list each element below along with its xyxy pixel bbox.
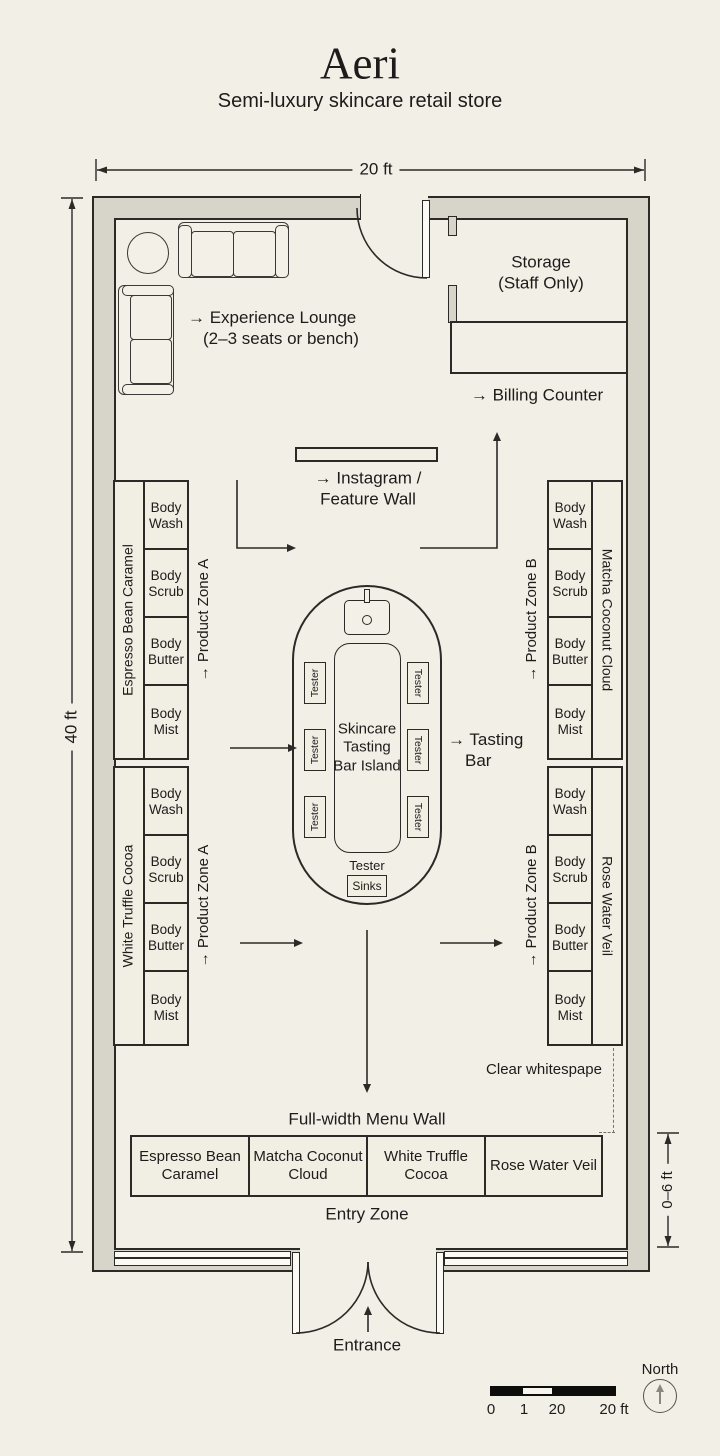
shelf-cell	[547, 834, 593, 906]
tester-label: Tester	[412, 802, 424, 832]
dimension-arrowhead	[634, 167, 644, 174]
sink-drain-icon	[362, 615, 372, 625]
shelf-cell-label: Body Scrub	[148, 568, 184, 599]
menu-wall-cell	[366, 1135, 486, 1197]
shelf-cell	[143, 834, 189, 906]
dimension-ticks-left	[61, 198, 83, 1252]
zone-a-label: → Product Zone A	[194, 558, 212, 682]
shelf-cell-label: Body Scrub	[148, 854, 184, 885]
entry-zone-label: Entry Zone	[325, 1204, 409, 1224]
entrance-door-leaf-left	[292, 1252, 300, 1334]
shelf-scent-column	[591, 766, 623, 1046]
shelf-cell	[143, 766, 189, 838]
shelf-cell-label: Body Butter	[147, 636, 185, 667]
tester-box	[304, 662, 326, 704]
menu-wall-cell	[248, 1135, 368, 1197]
shelf-cell	[547, 902, 593, 974]
window-glazing-line	[115, 1257, 290, 1259]
north-label: North	[641, 1360, 679, 1378]
scale-tick-20ft: 20 ft	[599, 1400, 629, 1418]
dimension-arrowhead	[69, 1241, 76, 1251]
tester-label: Tester	[309, 668, 321, 698]
sink-tap-icon	[364, 589, 370, 603]
shelf-cell-label: Body Butter	[147, 922, 185, 953]
storage-wall-stub-top	[448, 216, 457, 236]
shelf-cell-label: Body Wash	[148, 786, 183, 817]
tester-box	[304, 796, 326, 838]
shelf-cell	[143, 480, 189, 552]
dimension-label-width: 20 ft	[352, 159, 399, 182]
storage-label-line2: (Staff Only)	[498, 273, 584, 292]
scale-bar	[490, 1386, 616, 1396]
scent-label-matcha: Matcha Coconut Cloud	[599, 548, 616, 692]
lounge-label-line2: (2–3 seats or bench)	[203, 328, 359, 348]
tester-label: Tester	[309, 735, 321, 765]
shelf-cell-label: Body Wash	[552, 786, 587, 817]
shelf-scent-column	[113, 480, 145, 760]
island-tester-caption: Tester	[349, 858, 385, 874]
tester-box	[304, 729, 326, 771]
feature-wall-line1: → Instagram /	[314, 468, 422, 488]
shelf-cell	[143, 970, 189, 1046]
scale-tick-0: 0	[486, 1400, 496, 1418]
menu-wall-cell	[484, 1135, 603, 1197]
entrance-opening	[300, 1248, 436, 1276]
shelf-scent-column	[591, 480, 623, 760]
scale-bar-segment	[522, 1387, 553, 1395]
shelf-cell	[547, 616, 593, 688]
sofa-cushion	[233, 231, 276, 277]
entrance-door-leaf-right	[436, 1252, 444, 1334]
north-compass	[643, 1379, 677, 1413]
top-door-opening	[360, 194, 428, 220]
sofa-cushion	[130, 339, 172, 384]
shelf-scent-column	[113, 766, 145, 1046]
menu-wall-title: Full-width Menu Wall	[288, 1109, 446, 1129]
scent-label-espresso: Espresso Bean Caramel	[119, 544, 136, 696]
shelf-cell-label: Body Wash	[552, 500, 587, 531]
shelf-cell	[547, 970, 593, 1046]
lounge-label-line1: → Experience Lounge	[188, 308, 357, 327]
sinks-box	[347, 875, 387, 897]
billing-counter-label: → Billing Counter	[470, 385, 604, 405]
shelf-cell-label: Body Mist	[554, 706, 586, 737]
shelf-cell-label: Body Scrub	[552, 568, 588, 599]
dimension-label-entry: 0–6 ft	[658, 1164, 678, 1216]
dimension-label-height: 40 ft	[61, 703, 84, 750]
dimension-arrowhead	[665, 1134, 672, 1144]
tester-box	[407, 662, 429, 704]
zone-b-label: → Product Zone B	[522, 844, 540, 968]
storage-door-leaf	[422, 200, 430, 278]
menu-cell-label: Matcha Coconut Cloud	[253, 1148, 363, 1183]
tasting-bar-line2: Bar	[465, 750, 492, 770]
dimension-arrowhead	[97, 167, 107, 174]
scent-label-rose: Rose Water Veil	[599, 856, 616, 956]
arrowhead	[364, 1306, 372, 1315]
shelf-cell	[547, 684, 593, 760]
tester-label: Tester	[309, 802, 321, 832]
dimension-arrowhead	[69, 199, 76, 209]
sofa-armrest	[178, 225, 192, 278]
shelf-cell-label: Body Butter	[551, 636, 589, 667]
island-title: Skincare Tasting Bar Island	[333, 720, 401, 775]
sofa-cushion	[191, 231, 234, 277]
scale-tick-1: 1	[519, 1400, 529, 1418]
shelf-cell-label: Body Mist	[554, 992, 586, 1023]
window-right	[444, 1251, 628, 1266]
zone-b-label: → Product Zone B	[522, 558, 540, 682]
tester-label: Tester	[412, 668, 424, 698]
window-glazing-line	[445, 1257, 627, 1259]
tasting-bar-line1: → Tasting	[448, 730, 524, 749]
menu-cell-label: Rose Water Veil	[490, 1157, 597, 1175]
sofa-armrest	[122, 384, 174, 395]
tester-box	[407, 796, 429, 838]
sofa-armrest	[275, 225, 289, 278]
window-left	[114, 1251, 291, 1266]
shelf-cell	[547, 548, 593, 620]
scale-tick-20: 20	[548, 1400, 566, 1418]
tester-box	[407, 729, 429, 771]
sinks-label: Sinks	[352, 879, 382, 893]
clear-whitespace-note: Clear whitespape	[486, 1060, 602, 1078]
shelf-cell	[143, 902, 189, 974]
island-counter	[334, 643, 401, 853]
shelf-cell-label: Body Wash	[148, 500, 183, 531]
tester-label: Tester	[412, 735, 424, 765]
shelf-cell-label: Body Mist	[150, 992, 182, 1023]
menu-cell-label: White Truffle Cocoa	[384, 1148, 468, 1183]
dimension-arrowhead	[665, 1236, 672, 1246]
dimension-ticks-right	[657, 1133, 679, 1247]
zone-a-label: → Product Zone A	[194, 844, 212, 968]
shelf-cell	[547, 480, 593, 552]
page-title: Aeri	[320, 38, 400, 89]
feature-wall	[295, 447, 438, 462]
shelf-cell	[143, 616, 189, 688]
page-subtitle: Semi-luxury skincare retail store	[217, 89, 503, 112]
shelf-cell-label: Body Butter	[551, 922, 589, 953]
lounge-side-table	[127, 232, 169, 274]
shelf-cell	[143, 684, 189, 760]
scent-label-truffle: White Truffle Cocoa	[119, 844, 136, 968]
menu-cell-label: Espresso Bean Caramel	[139, 1148, 241, 1183]
clear-zone-dashed-line	[613, 1048, 614, 1133]
billing-counter	[450, 321, 628, 374]
shelf-cell-label: Body Scrub	[552, 854, 588, 885]
menu-wall-cell	[130, 1135, 250, 1197]
storage-label-line1: Storage	[511, 252, 571, 272]
sofa-cushion	[130, 295, 172, 340]
dimension-ticks-top	[96, 159, 645, 181]
entrance-label: Entrance	[332, 1335, 402, 1355]
feature-wall-line2: Feature Wall	[320, 489, 416, 508]
clear-zone-dashed-line	[599, 1132, 615, 1133]
shelf-cell	[547, 766, 593, 838]
storage-wall-stub-bottom	[448, 285, 457, 323]
shelf-cell	[143, 548, 189, 620]
shelf-cell-label: Body Mist	[150, 706, 182, 737]
